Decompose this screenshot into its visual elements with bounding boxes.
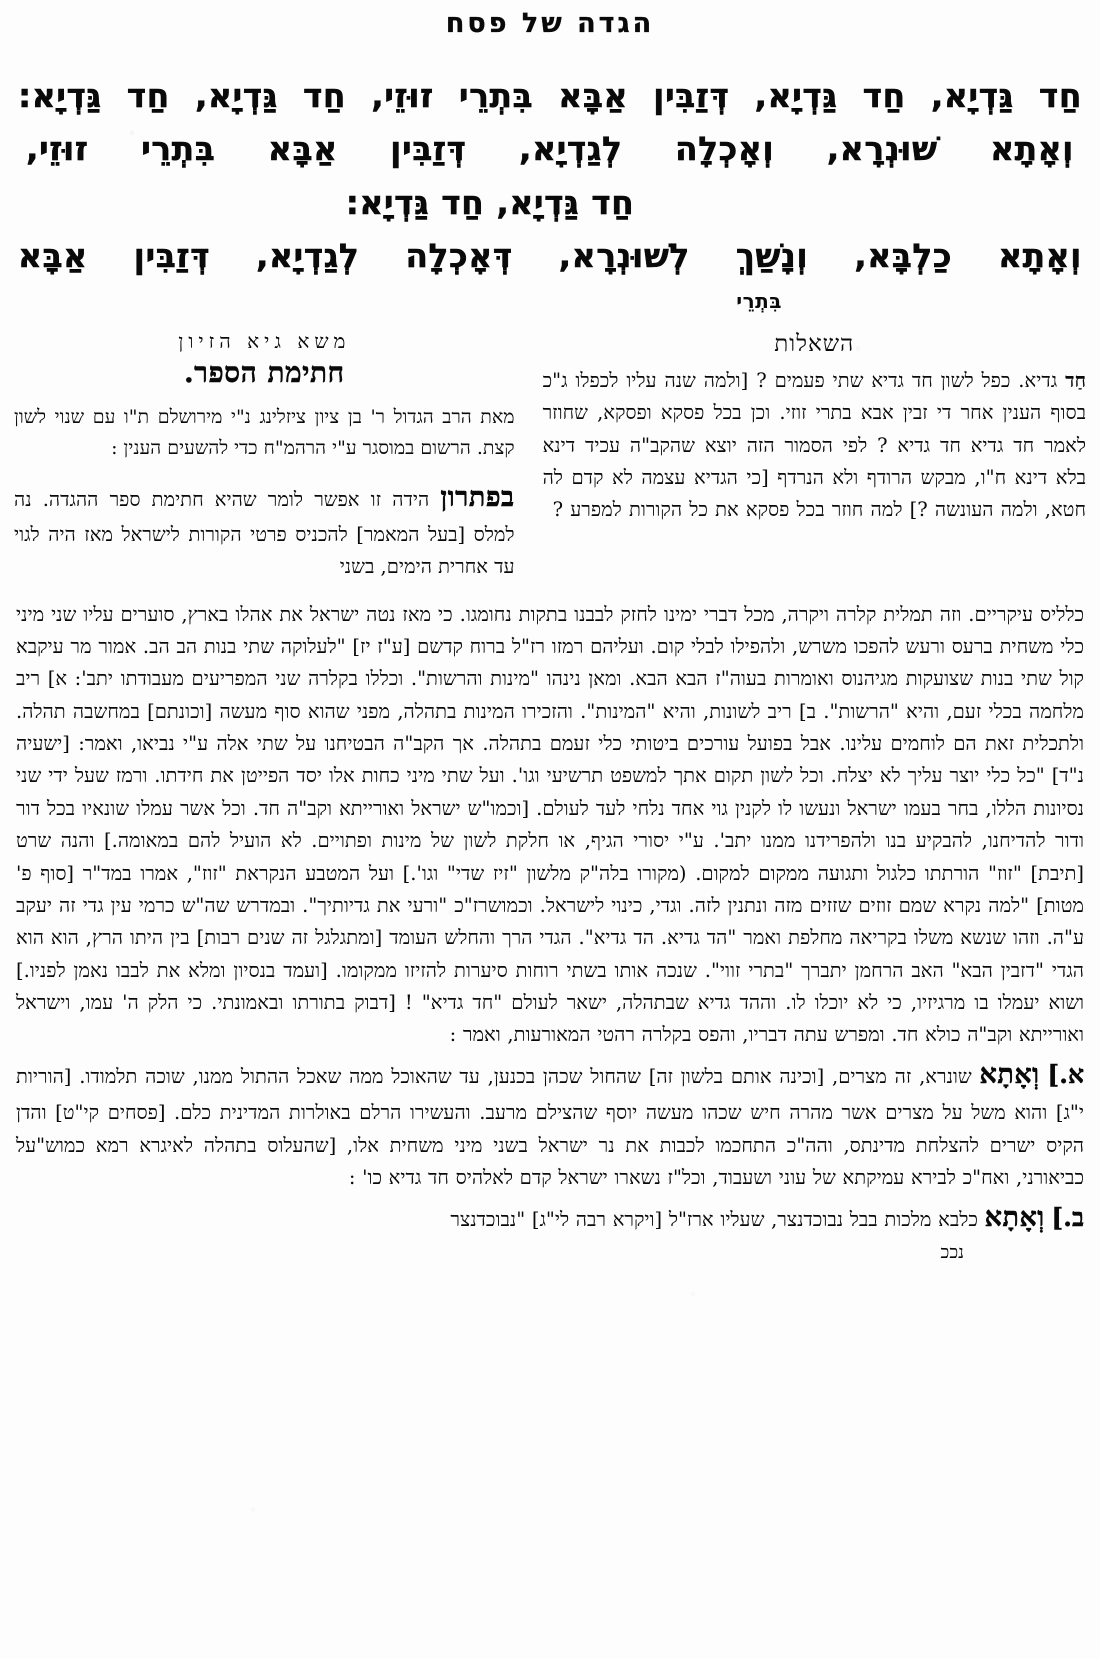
two-column-block <box>14 327 1086 582</box>
conclusion-body-text: הידה זו אפשר לומר שהיא חתימת ספר ההגדה. נה למלס [בעל המאמר] להכניס פרטי הקורות לישראל מאז היה לגוי עד אחרית הימים, בשני <box>14 487 515 579</box>
item-1-lead-word: וְאָתָא <box>979 1058 1040 1090</box>
questions-text <box>543 365 1086 526</box>
item-2-marker: ב.] <box>1051 1202 1084 1232</box>
questions-column <box>529 327 1086 526</box>
song-line-2: וְאָתָא שׁוּנְרָא, וְאָכְלָה לְגַדְיָא, דְּזַבִּין אַבָּא בִּתְרֵי זוּזֵי, <box>26 129 1074 169</box>
main-commentary <box>16 599 1084 1241</box>
item-1-text: שונרא, זה מצרים, [וכינה אותם בלשון זה] שהחול שכהן בכנען, עד שהאוכל ממה שאכל ההתול ממנו, שוכה תלמודו. [הוריות י"ג] והוא משל על מצרים אשר מהרה חיש שכהו מעשה יוסף שהצילם מרעב. והעשירו הרלם באולרות המדינית כלם. [פסחים קי"ט] והדן הקיס ישרים להצלחת מדינתס, והה"כ התחכמו לכבות את נר ישראל בשני מיני משחית אלו, [שהעלוס בתהלה לאיגרא רמא כמוש"על כביאורני, ואח"כ לבירא עמיקתא של עוני ושעבוד, וכל"ז נשארו ישראל קדם לאלהיס חד גדיא כו' : <box>16 1064 1084 1190</box>
conclusion-mini-heading: משא גיא הזיון <box>178 329 351 354</box>
chad-gadya-stanza <box>18 69 1082 317</box>
conclusion-lead-word: בפתרון <box>440 481 515 513</box>
conclusion-attribution: מאת הרב הגדול ר' בן ציון ציזלינג נ"י מירושלם ת"ו עם שנוי לשון קצת. הרשום במוסגר ע"י הרהמ"ח כדי להשעים הענין : <box>14 406 515 459</box>
conclusion-column <box>14 327 529 582</box>
song-line-3: חַד גַּדְיָא, חַד גַּדְיָא: <box>345 182 635 222</box>
item-2-text: כלבא מלכות בבל נבוכדנצר, שעליו ארז"ל [ויקרא רבה לי"ג] "נבוכדנצר <box>450 1207 978 1231</box>
commentary-paragraph-1: כלליס עיקריים. וזה תמלית קלרה ויקרה, מכל דברי ימינו לחזק לבבנו בתקות נחומגו. כי מאז נטה ישראל את אהלו בארץ, סוערים עליו שני מיני כלי משחית ברעס ורעש להפכו משרש, ולהפילו לבלי קום. ועליהם רמזו רז"ל ברוח קדשם [ע"ז יז] "לעלוקה שתי בנות הב הב. אמור מר עיקבא קול שתי בנות שצועקות מגיהנוס ואומרות בעוה"ז הבא הבא. ומאן נינהו "מינות והרשות". וכללו בקלרה שני המפריעים מעבודתו יתב': א] ריב מלחמה בכלי זעם, והיא "הרשות". ב] ריב לשונות, והיא "המינות". והזכירו המינות בתהלה, מפני שהוא סוף מעשה [וכונתם] במחשבה תהלה. ולתכלית זאת הם לוחמים עלינו. אבל בפועל עורכים ביטותי כלי זעמם בתהלה. אך הקב"ה הבטיחנו על שתי אלה ע"י נביאו, ואמר: [ישעיה נ"ד] "כל כלי יוצר עליך לא יצלח. וכל לשון תקום אתך למשפט תרשיעי וגו'. ועל שתי מיני כחות אלו יסד הפייטן את חידתו. ורמז שעל ידי שני נסיונות הללו, בחר בעמו ישראל ונעשו לו לקנין גוי אחד נלחי לעד לעולם. [וכמו"ש ישראל ואורייתא וקב"ה חד. וכל אשר עמלו שונאיו בכל דור ודור להדיחנו, להבקיע בנו ולהפרידנו ממנו יתב'. ע"י יסורי הגיף, או חלקת לשון של מינות ופתויים. לא הועיל להם במאומה.] והנה שרט [תיבת] "זוז" הורתתו כלגול ותגועה ממקום למקום. (מקורו בלה"ק מלשון "זיז שדי" וגו'.] ועל המטבע הנקראת "זוז", אמרו במד"ר [סוף פ' מטות] "למה נקרא שמם זוזים שזזים מזה ונתנין לזה. וגדי, כינוי לישראל. וכמושרז"כ "ורעי את גדיותיך". ובמדרש שה"ש כרמי עין גדי זה יעקב ע"ה. וזהו שנשא משלו בקריאה מחלפת ואמר "הד גדיא. הד גדיא". הגדי הרך והחלש העומד [ומתגלגל זה שנים רבות] בין היתו הרץ, הוא הוא הגדי "דזבין הבא" האב הרחמן יתברך "בתרי זווי". שנכה אותו בשתי רוחות סיערות להזיזו ממקומו. [ועמד בנסיון ומלא את לבבו נאמן לפניו.] ושוא יעמלו בו מרגיזיו, כי לא יוכלו לו. וההד גדיא שבתהלה, ישאר לעולם "חד גדיא" ! [דבוק בתורתו ובאמונתי. כי הלק ה' עמו, וישראל ואורייתא וקב"ה כולא חד. ומפרש עתה דבריו, והפס בקלרה רהטי המאורעות, ואמר : <box>16 602 1084 1047</box>
item-2-lead-word: וְאָתָא <box>984 1201 1045 1233</box>
item-1-marker: א.] <box>1047 1059 1085 1089</box>
commentary-item-1 <box>16 1053 1084 1195</box>
commentary-item-2 <box>16 1196 1084 1241</box>
conclusion-opening-paragraph <box>14 476 515 583</box>
questions-heading: השאלות <box>774 331 855 358</box>
column-body-gap <box>0 583 1100 593</box>
page-running-head: הגדה של פסח <box>445 8 655 39</box>
questions-lead-word: חַד <box>1065 369 1086 393</box>
conclusion-heading: חתימת הספר. <box>183 356 345 390</box>
song-line-5-continuation: בִּתְרֵי <box>736 288 782 313</box>
questions-body: גדיא. כפל לשון חד גדיא שתי פעמים ? [ולמה שנה עליו לכפלו ג"כ בסוף הענין אחר די זבין אבא בתרי זוזי. וכן בכל פסקא ופסקא, שחוזר לאמר חד גדיא חד גדיא ? לפי הסמור הזה יוצא שהקב"ה עכיד דינא בלא דינא ח"ו, מבקש הרודף ולא הנרדף [כי הגדיא עצמה לא קדם לה חטא, ולמה העונשה ?] למה חוזר בכל פסקא את כל הקורות למפרע ? <box>542 369 1086 521</box>
song-line-1: חַד גַּדְיָא, חַד גַּדְיָא, דְּזַבִּין אַבָּא בִּתְרֵי זוּזֵי, חַד גַּדְיָא, חַד גַּדְיָא: <box>18 76 1082 115</box>
page-catchword: נככ <box>940 1242 964 1264</box>
song-line-4: וְאָתָא כַלְבָּא, וְנָשַׁךְ לְשׁוּנְרָא, דְּאָכְלָה לְגַדְיָא, דְּזַבִּין אַבָּא <box>18 236 1082 276</box>
